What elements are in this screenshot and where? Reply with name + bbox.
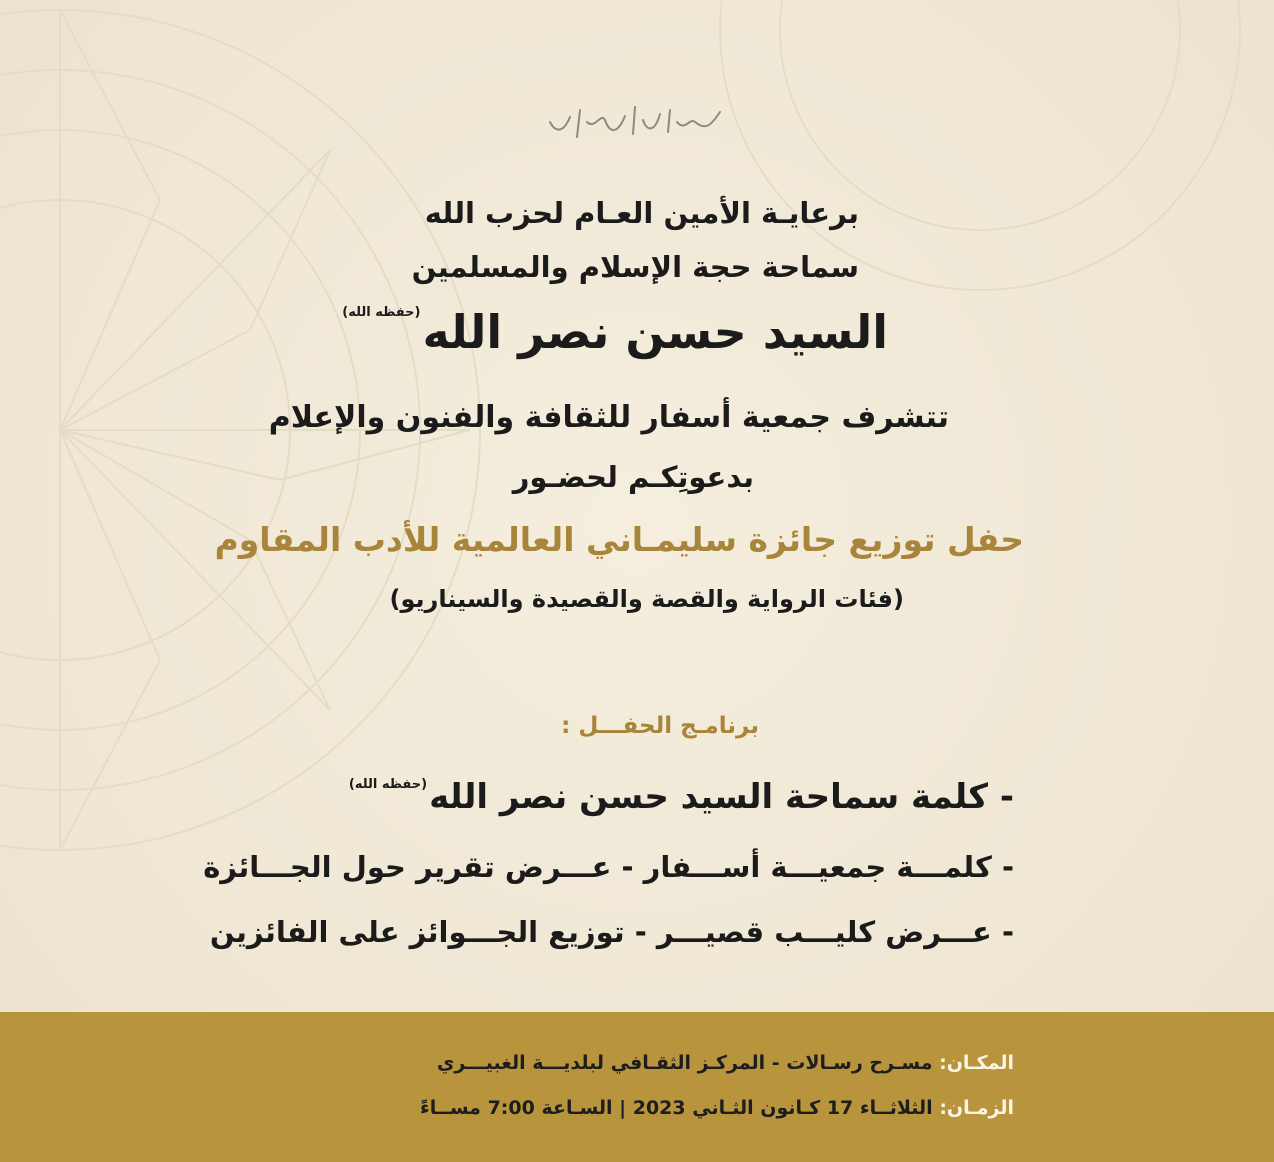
honorific-text: (حفظه الله) — [342, 305, 421, 320]
program-item: - كلمـــة جمعيـــة أســـفار - عـــرض تقرير حول الجـــائزة — [203, 850, 1014, 884]
basmala-text: بسم الله الرحمن الرحيم — [635, 147, 646, 148]
footer-time — [420, 1097, 1014, 1119]
program-title: برنامـج الحفـــل : — [561, 713, 759, 739]
program-item-text: - كلمة سماحة السيد حسن نصر الله — [429, 777, 1014, 817]
program-item-honorific: (حفظه الله) — [348, 777, 428, 792]
invite-line: بدعوتِكـم لحضـور — [512, 460, 754, 494]
sponsor-name — [342, 305, 888, 359]
time-label: الزمـان: — [939, 1097, 1014, 1119]
footer-place — [437, 1052, 1014, 1074]
footer-band — [0, 1012, 1274, 1162]
event-categories: (فئات الرواية والقصة والقصيدة والسيناريو) — [389, 585, 904, 613]
time-value: الثلاثــاء 17 كـانون الثـاني 2023 | السـاعة 7:00 مســاءً — [420, 1097, 933, 1119]
place-label: المكـان: — [939, 1052, 1014, 1074]
sponsor-name-text: السيد حسن نصر الله — [422, 305, 888, 359]
place-value: مسـرح رسـالات - المركـز الثقـافي لبلديـــة الغبيـــري — [437, 1052, 933, 1074]
program-item — [349, 777, 1014, 817]
sponsor-line-2: سماحة حجة الإسلام والمسلمين — [411, 250, 859, 284]
sponsor-line-1: برعايـة الأمين العـام لحزب الله — [424, 196, 859, 230]
basmala-calligraphy — [535, 92, 735, 152]
event-title: حفل توزيع جائزة سليمـاني العالمية للأدب المقاوم — [214, 520, 1024, 559]
program-item: - عـــرض كليـــب قصيـــر - توزيع الجـــوائز على الفائزين — [209, 915, 1014, 949]
host-line: تتشرف جمعية أسفار للثقافة والفنون والإعلام — [268, 400, 949, 435]
